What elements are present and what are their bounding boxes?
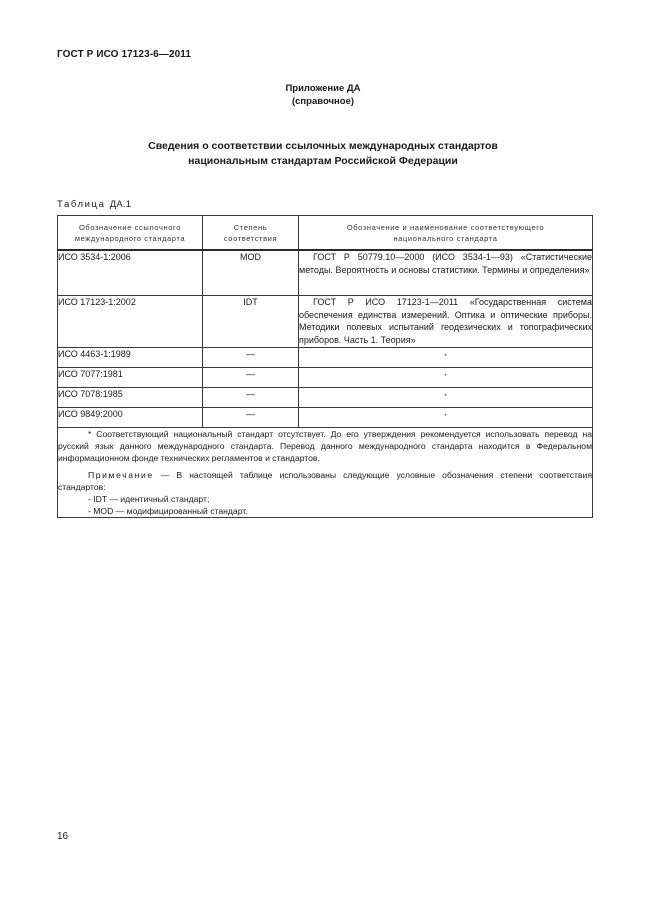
note-item: - MOD — модифицированный стандарт. [88, 506, 248, 516]
note-label: Примечание [88, 470, 154, 480]
table-row [58, 368, 593, 388]
table-label [57, 199, 131, 210]
cell-ref: ИСО 3534-1:2006 [58, 250, 203, 296]
cell-national: * [299, 408, 593, 428]
cell-ref: ИСО 7078:1985 [58, 388, 203, 408]
table-notes [58, 428, 593, 518]
cell-ref: ИСО 9849:2000 [58, 408, 203, 428]
cell-degree: IDT [203, 296, 299, 348]
document-title-line1: Сведения о соответствии ссылочных международных стандартов [148, 140, 498, 152]
cell-degree: MOD [203, 250, 299, 296]
annex-heading [0, 82, 646, 108]
table-notes-row [58, 428, 593, 518]
cell-ref: ИСО 17123-1:2002 [58, 296, 203, 348]
header-ref-standard: Обозначение ссылочного международного стандарта [58, 216, 203, 251]
cell-degree: — [203, 388, 299, 408]
cell-ref: ИСО 4463-1:1989 [58, 348, 203, 368]
cell-degree: — [203, 368, 299, 388]
cell-degree: — [203, 408, 299, 428]
cell-national: * [299, 348, 593, 368]
table-header-row [58, 216, 593, 251]
footnote: * Соответствующий национальный стандарт отсутствует. До его утверждения рекомендуется использовать перевод на русский язык данного международного стандарта. Перевод данного международного стандарта находится в Федеральном информационном фонде технических регламентов и стандартов. [58, 429, 592, 463]
cell-national: * [299, 388, 593, 408]
annex-subtitle: (справочное) [291, 96, 355, 107]
table-row [58, 250, 593, 296]
table-row [58, 388, 593, 408]
table-row [58, 408, 593, 428]
header-national-standard: Обозначение и наименование соответствующего национального стандарта [299, 216, 593, 251]
note-text: — В настоящей таблице использованы следующие условные обозначения степени соответствия стандартов: [58, 470, 592, 492]
page-number: 16 [57, 831, 69, 842]
note-paragraph [58, 469, 592, 493]
table-label-prefix: Таблица [57, 199, 106, 210]
cell-national: ГОСТ Р ИСО 17123-1—2011 «Государственная система обеспечения единства измерений. Оптика и оптические приборы. Методики полевых испытаний геодезических и топографических приборов. Часть 1. Теория» [299, 296, 593, 348]
document-title [0, 139, 646, 169]
cell-national: ГОСТ Р 50779.10—2000 (ИСО 3534-1—93) «Статистические методы. Вероятность и основы статистики. Термины и определения» [299, 250, 593, 296]
cell-national: * [299, 368, 593, 388]
correspondence-table [57, 215, 593, 518]
standard-header: ГОСТ Р ИСО 17123-6—2011 [57, 49, 192, 60]
cell-ref: ИСО 7077:1981 [58, 368, 203, 388]
annex-title: Приложение ДА [285, 83, 361, 94]
table-row [58, 348, 593, 368]
table-row [58, 296, 593, 348]
note-item: - IDT — идентичный стандарт; [88, 494, 210, 504]
document-title-line2: национальным стандартам Российской Федерации [188, 155, 458, 167]
table-label-number: ДА.1 [109, 199, 132, 210]
header-degree: Степень соответствия [203, 216, 299, 251]
cell-degree: — [203, 348, 299, 368]
